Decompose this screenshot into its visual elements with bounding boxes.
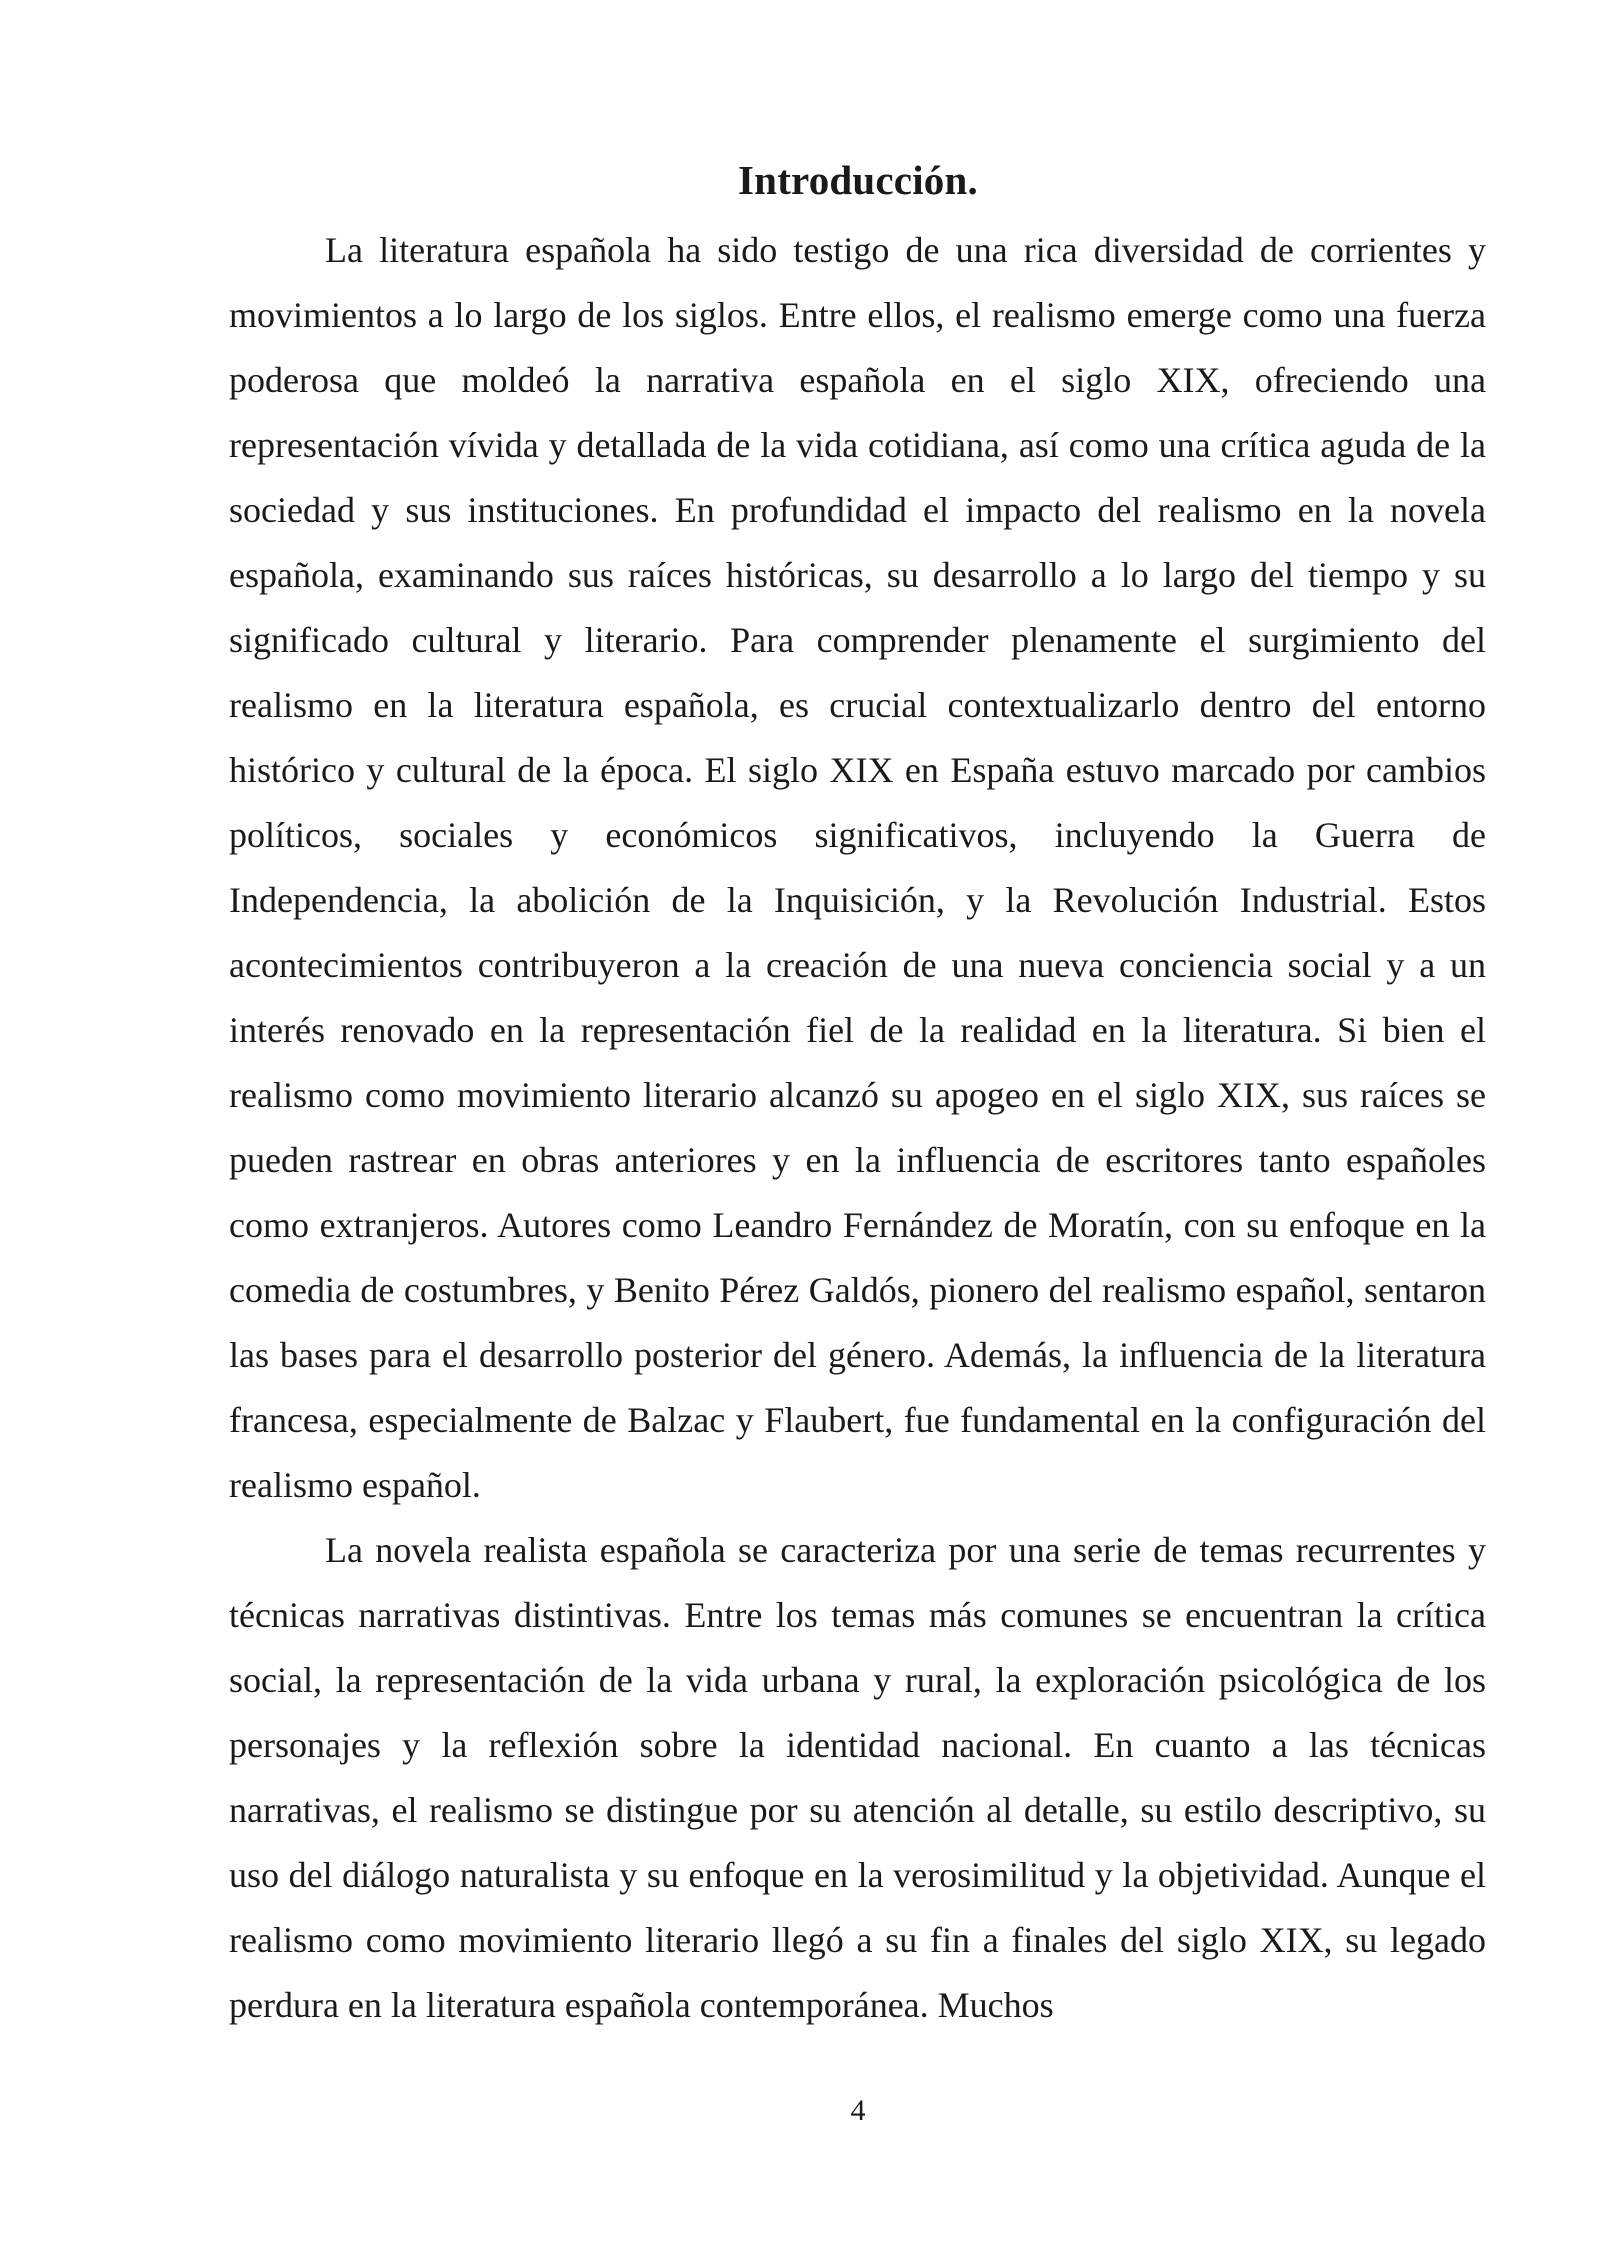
body-text: [229, 218, 1486, 2038]
paragraph-2: La novela realista española se caracteriza por una serie de temas recurrentes y técnicas narrativas distintivas. Entre los temas más comunes se encuentran la crítica social, la representación de la vida urbana y rural, la exploración psicológica de los personajes y la reflexión sobre la identidad nacional. En cuanto a las técnicas narrativas, el realismo se distingue por su atención al detalle, su estilo descriptivo, su uso del diálogo naturalista y su enfoque en la verosimilitud y la objetividad. Aunque el realismo como movimiento literario llegó a su fin a finales del siglo XIX, su legado perdura en la literatura española contemporánea. Muchos: [229, 1530, 1486, 2025]
section-title: Introducción.: [738, 157, 978, 203]
paragraph-1: La literatura española ha sido testigo de una rica diversidad de corrientes y movimientos a lo largo de los siglos. Entre ellos, el realismo emerge como una fuerza poderosa que moldeó la narrativa española en el siglo XIX, ofreciendo una representación vívida y detallada de la vida cotidiana, así como una crítica aguda de la sociedad y sus instituciones. En profundidad el impacto del realismo en la novela española, examinando sus raíces históricas, su desarrollo a lo largo del tiempo y su significado cultural y literario. Para comprender plenamente el surgimiento del realismo en la literatura española, es crucial contextualizarlo dentro del entorno histórico y cultural de la época. El siglo XIX en España estuvo marcado por cambios políticos, sociales y económicos significativos, incluyendo la Guerra de Independencia, la abolición de la Inquisición, y la Revolución Industrial. Estos acontecimientos contribuyeron a la creación de una nueva conciencia social y a un interés renovado en la representación fiel de la realidad en la literatura. Si bien el realismo como movimiento literario alcanzó su apogeo en el siglo XIX, sus raíces se pueden rastrear en obras anteriores y en la influencia de escritores tanto españoles como extranjeros. Autores como Leandro Fernández de Moratín, con su enfoque en la comedia de costumbres, y Benito Pérez Galdós, pionero del realismo español, sentaron las bases para el desarrollo posterior del género. Además, la influencia de la literatura francesa, especialmente de Balzac y Flaubert, fue fundamental en la configuración del realismo español.: [229, 230, 1486, 1505]
page-number: 4: [850, 2094, 866, 2127]
